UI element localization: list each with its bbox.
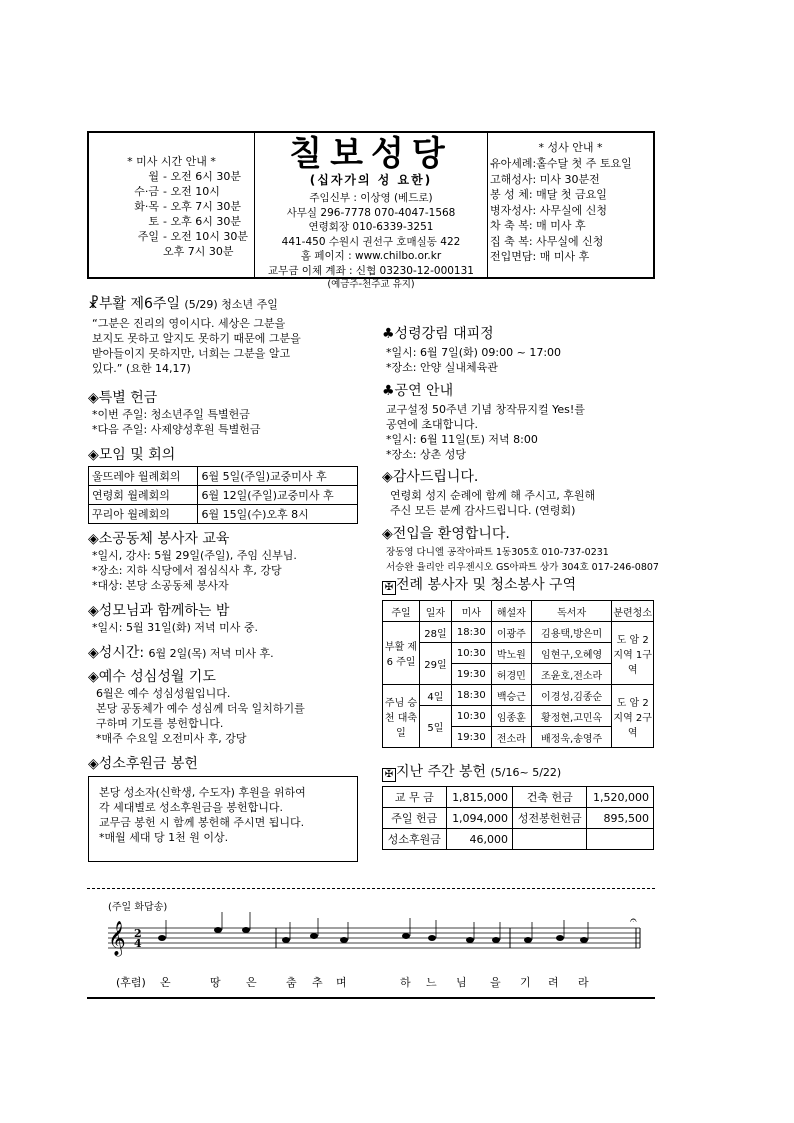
community-section — [88, 530, 297, 593]
psalm-label: (주일 화답송) — [108, 902, 168, 913]
text-line: *다음 주일: 사제양성후원 특별헌금 — [92, 423, 261, 436]
text-line: *장소: 안양 실내체육관 — [386, 361, 498, 374]
community-title: ◈소공동체 봉사자 교육 — [88, 531, 230, 547]
text-line: 각 세대별로 성소후원금을 봉헌합니다. — [99, 801, 284, 814]
bottom-rule — [87, 997, 655, 999]
community-lines — [92, 548, 297, 593]
text-line: 본당 성소자(신학생, 수도자) 후원을 위하여 — [99, 786, 306, 799]
mass-times-title: * 미사 시간 안내 * — [127, 155, 216, 168]
retreat-lines — [386, 345, 561, 375]
special-offering-section — [88, 389, 260, 437]
retreat-title: ♣성령강림 대피정 — [382, 326, 494, 342]
note-head — [580, 937, 588, 943]
note-head — [158, 935, 166, 941]
servers-header-cell: 미사 — [451, 601, 491, 622]
lyric-syllable: 춤 — [286, 976, 297, 989]
servers-header-cell: 일자 — [420, 601, 452, 622]
mass-times-panel — [89, 133, 255, 277]
sacred-heart-lines — [96, 686, 305, 746]
servers-commentator: 백승근 — [491, 685, 531, 706]
text-line: *일시, 강사: 5월 29일(주일), 주임 신부님. — [92, 549, 297, 562]
text-line: 고해성사: 미사 30분전 — [490, 172, 600, 186]
offering-row — [383, 787, 654, 808]
text-line: 주신 모든 분께 감사드립니다. (연령회) — [390, 504, 576, 517]
easter-subtitle: (5/29) 청소년 주일 — [184, 298, 278, 311]
mass-time-row — [89, 229, 254, 244]
lyric-syllable: 을 — [490, 976, 501, 989]
meeting-cell: 울뜨레야 월례회의 — [89, 467, 198, 486]
mass-time-row — [89, 199, 254, 214]
servers-date: 4일 — [420, 685, 452, 706]
vocation-lines — [99, 785, 347, 845]
retreat-section — [382, 325, 561, 375]
mary-night-lines — [92, 620, 258, 635]
box-cross-icon: ✠ — [382, 581, 396, 595]
text-line: 구하며 기도를 봉헌합니다. — [96, 717, 224, 730]
note-head — [310, 933, 318, 939]
text-line: 있다.” (요한 14,17) — [92, 362, 191, 375]
text-line: 받아들이지 못하지만, 너희는 그분을 알고 — [92, 347, 291, 360]
lyrics-row — [100, 974, 655, 990]
servers-date: 29일 — [420, 643, 452, 685]
offering-cell: 성소후원금 — [383, 829, 447, 850]
text-line: *대상: 본당 소공동체 봉사자 — [92, 579, 229, 592]
mass-day: 월 — [148, 170, 159, 183]
lyric-syllable: 기 — [520, 976, 531, 989]
offering-cell: 1,094,000 — [446, 808, 512, 829]
servers-mass: 19:30 — [451, 727, 491, 748]
meeting-row — [89, 467, 358, 486]
offering-cell: 1,520,000 — [587, 787, 654, 808]
meeting-row — [89, 505, 358, 524]
lyric-syllable: 땅 — [210, 976, 221, 989]
offering-cell — [513, 829, 587, 850]
vocation-title: ◈성소후원금 봉헌 — [88, 756, 198, 772]
servers-date: 28일 — [420, 622, 452, 643]
servers-section — [382, 576, 576, 595]
time-signature-top: 2 — [134, 927, 142, 940]
text-line: 유아세례:홀수달 첫 주 토요일 — [490, 157, 632, 170]
mass-time-row — [89, 169, 254, 184]
offering-cell: 주일 헌금 — [383, 808, 447, 829]
note-head — [340, 937, 348, 943]
sacred-heart-title: ◈예수 성심성월 기도 — [88, 669, 216, 685]
lyric-syllable: 려 — [548, 976, 559, 989]
lyric-syllable: 라 — [578, 976, 589, 989]
text-line: *일시: 6월 11일(토) 저녁 8:00 — [386, 433, 538, 446]
gospel-quote — [92, 316, 301, 376]
text-line: *이번 주일: 청소년주일 특별헌금 — [92, 408, 250, 421]
servers-clean-area: 도 암 2지역 1구역 — [612, 622, 654, 685]
servers-header-cell: 분련청소 — [612, 601, 654, 622]
offering-table — [382, 786, 654, 850]
bulletin-header — [87, 131, 655, 290]
servers-mass: 18:30 — [451, 685, 491, 706]
servers-header-cell: 독서자 — [531, 601, 611, 622]
offering-period: (5/16~ 5/22) — [490, 766, 562, 779]
offering-row — [383, 808, 654, 829]
text-line: 공연에 초대합니다. — [386, 418, 479, 431]
servers-readers: 임현구,오혜영 — [531, 643, 611, 664]
easter-section — [88, 295, 301, 376]
chi-rho-icon: ☧ — [88, 296, 99, 312]
text-line: *장소: 지하 식당에서 점심식사 후, 강당 — [92, 564, 282, 577]
note-head — [242, 927, 250, 933]
servers-header-cell: 주일 — [383, 601, 420, 622]
holy-hour-section — [88, 644, 274, 663]
church-contact-line: 연령회장 010-6339-3251 — [308, 221, 434, 233]
section-divider — [87, 888, 655, 889]
text-line: 6월은 예수 성심성월입니다. — [96, 687, 231, 700]
offering-section — [382, 763, 561, 782]
lyric-syllable: 추 — [312, 976, 323, 989]
lyric-syllable: 온 — [160, 976, 171, 989]
servers-commentator: 전소라 — [491, 727, 531, 748]
servers-readers: 조윤호,전소라 — [531, 664, 611, 685]
servers-mass: 10:30 — [451, 643, 491, 664]
servers-mass: 10:30 — [451, 706, 491, 727]
text-line: 차 축 복: 매 미사 후 — [490, 219, 586, 232]
vocation-box — [88, 776, 358, 862]
text-line: 교무금 봉헌 시 함께 봉헌해 주시면 됩니다. — [99, 816, 305, 829]
servers-commentator: 임종훈 — [491, 706, 531, 727]
lyric-syllable: 님 — [456, 976, 467, 989]
church-contact-line: 주임신부 : 이상영 (베드로) — [309, 192, 433, 204]
text-line: 서승완 율리안 리우젠시오 GS아파트 상가 304호 017-246-0807 — [386, 562, 659, 573]
mass-time: - 오후 7시 30분 — [163, 200, 241, 213]
welcome-lines — [386, 545, 659, 575]
text-line: *장소: 상촌 성당 — [386, 448, 466, 461]
vocation-section — [88, 755, 198, 773]
sacraments-title: * 성사 안내 * — [538, 141, 603, 154]
holy-hour-detail: 6월 2일(목) 저녁 미사 후. — [148, 647, 274, 660]
servers-readers: 배정욱,송영주 — [531, 727, 611, 748]
thanks-section — [382, 468, 595, 518]
text-line: 장동영 다니엘 공작아파트 1동305호 010-737-0231 — [386, 547, 609, 558]
text-line: *일시: 6월 7일(화) 09:00 ~ 17:00 — [386, 346, 562, 359]
church-contact-line: 441-450 수원시 권선구 호매실동 422 — [281, 235, 461, 248]
mass-times-list — [89, 169, 254, 259]
text-line: 보지도 못하고 알지도 못하기 때문에 그분을 — [92, 332, 301, 345]
servers-mass: 18:30 — [451, 622, 491, 643]
meetings-table — [88, 466, 358, 524]
mass-day: 토 — [148, 215, 159, 228]
servers-date: 5일 — [420, 706, 452, 748]
servers-row — [383, 622, 654, 643]
thanks-lines — [390, 488, 595, 518]
church-contact-lines — [255, 191, 487, 293]
meeting-cell: 6월 5일(주일)교중미사 후 — [198, 467, 358, 486]
sacred-heart-section — [88, 668, 305, 746]
note-head — [492, 937, 500, 943]
offering-cell: 895,500 — [587, 808, 654, 829]
offering-cell: 1,815,000 — [446, 787, 512, 808]
music-staff — [100, 910, 655, 970]
servers-mass: 19:30 — [451, 664, 491, 685]
lyric-syllable: 은 — [246, 976, 257, 989]
note-head — [282, 937, 290, 943]
meeting-row — [89, 486, 358, 505]
note-head — [556, 935, 564, 941]
text-line: 전입면담: 매 미사 후 — [490, 250, 590, 263]
text-line: 본당 공동체가 예수 성심께 더욱 일치하기를 — [96, 702, 305, 715]
servers-title: 전례 봉사자 및 청소봉사 구역 — [396, 577, 577, 593]
church-info-panel — [255, 133, 488, 290]
meeting-cell: 연령회 월례회의 — [89, 486, 198, 505]
fermata-icon: 𝄐 — [630, 913, 637, 927]
text-line: 연령회 성지 순례에 함께 해 주시고, 후원해 — [390, 489, 596, 502]
servers-sunday: 주님 승천 대축일 — [383, 685, 420, 748]
mass-time: - 오전 10시 — [163, 185, 220, 198]
special-offering-lines — [92, 407, 260, 437]
note-head — [214, 927, 222, 933]
church-patron: (십자가의 성 요한) — [309, 173, 433, 187]
text-line: 교구설정 50주년 기념 창작뮤지컬 Yes!를 — [386, 403, 585, 416]
church-contact-line: 사무실 296-7778 070-4047-1568 — [286, 206, 456, 219]
lyric-syllable: 하 — [400, 976, 411, 989]
servers-readers: 황정현,고민옥 — [531, 706, 611, 727]
text-line: 병자성사: 사무실에 신청 — [490, 203, 607, 217]
servers-commentator: 이광주 — [491, 622, 531, 643]
welcome-section — [382, 525, 659, 575]
mary-night-title: ◈성모님과 함께하는 밤 — [88, 603, 230, 619]
mass-day: 수·금 — [134, 185, 159, 198]
text-line: “그분은 진리의 영이시다. 세상은 그분을 — [92, 317, 286, 330]
mass-time-row — [89, 184, 254, 199]
text-line: 봉 성 체: 매달 첫 금요일 — [490, 188, 607, 201]
servers-readers: 김용택,방은미 — [531, 622, 611, 643]
servers-clean-area: 도 암 2지역 2구역 — [612, 685, 654, 748]
concert-title: ♣공연 안내 — [382, 383, 454, 399]
mass-time: - 오후 6시 30분 — [163, 215, 241, 228]
treble-clef-icon: 𝄞 — [108, 921, 126, 956]
servers-sunday: 부활 제6 주일 — [383, 622, 420, 685]
mass-day — [89, 244, 163, 259]
welcome-title: ◈전입을 환영합니다. — [382, 526, 510, 542]
mass-time-row — [89, 244, 254, 259]
church-contact-line: 홈 페이지 : www.chilbo.or.kr — [300, 250, 442, 262]
mass-day: 주일 — [137, 230, 159, 243]
offering-cell — [587, 829, 654, 850]
mass-time: 오후 7시 30분 — [163, 245, 234, 258]
mary-night-section — [88, 602, 258, 635]
offering-title: 지난 주간 봉헌 — [396, 764, 487, 780]
lyric-syllable: (후렴) — [116, 976, 146, 989]
special-offering-title: ◈특별 헌금 — [88, 390, 158, 406]
thanks-title: ◈감사드립니다. — [382, 469, 479, 485]
text-line: *매월 세대 당 1천 원 이상. — [99, 831, 229, 844]
mass-time: - 오전 6시 30분 — [163, 170, 241, 183]
meetings-title: ◈모임 및 회의 — [88, 447, 176, 463]
servers-header-cell: 해설자 — [491, 601, 531, 622]
lyric-syllable: 며 — [336, 976, 347, 989]
servers-commentator: 박노원 — [491, 643, 531, 664]
meeting-cell: 6월 12일(주일)교중미사 후 — [198, 486, 358, 505]
note-head — [402, 933, 410, 939]
offering-row — [383, 829, 654, 850]
text-line: *매주 수요일 오전미사 후, 강당 — [96, 732, 247, 745]
servers-readers: 이경성,김종순 — [531, 685, 611, 706]
note-head — [466, 937, 474, 943]
easter-title: 부활 제6주일 — [98, 296, 180, 312]
note-head — [524, 937, 532, 943]
servers-table — [382, 600, 654, 748]
mass-time: - 오전 10시 30분 — [163, 230, 248, 243]
time-signature-bottom: 4 — [134, 937, 142, 950]
offering-cell: 46,000 — [446, 829, 512, 850]
concert-section — [382, 382, 585, 462]
meeting-cell: 6월 15일(수)오후 8시 — [198, 505, 358, 524]
sacraments-panel — [488, 133, 653, 277]
offering-cell: 성전봉헌헌금 — [513, 808, 587, 829]
holy-hour-title: ◈성시간: — [88, 645, 145, 661]
servers-commentator: 허경민 — [491, 664, 531, 685]
note-head — [428, 935, 436, 941]
mass-day: 화·목 — [134, 200, 159, 213]
meeting-cell: 꾸리아 월례회의 — [89, 505, 198, 524]
meetings-section — [88, 446, 358, 524]
concert-lines — [386, 402, 585, 462]
church-name: 칠보성당 — [289, 134, 453, 174]
mass-time-row — [89, 214, 254, 229]
sacraments-list — [488, 156, 653, 265]
lyric-syllable: 느 — [426, 976, 437, 989]
text-line: *일시: 5월 31일(화) 저녁 미사 중. — [92, 621, 259, 634]
servers-row — [383, 685, 654, 706]
box-cross-icon: ✠ — [382, 768, 396, 782]
offering-cell: 교 무 금 — [383, 787, 447, 808]
offering-cell: 건축 헌금 — [513, 787, 587, 808]
text-line: 집 축 복: 사무실에 신청 — [490, 234, 604, 248]
church-contact-line: 교무금 이체 계좌 : 신협 03230-12-000131 — [268, 264, 474, 277]
church-contact-line: (예금주-천주교 유지) — [327, 279, 415, 290]
